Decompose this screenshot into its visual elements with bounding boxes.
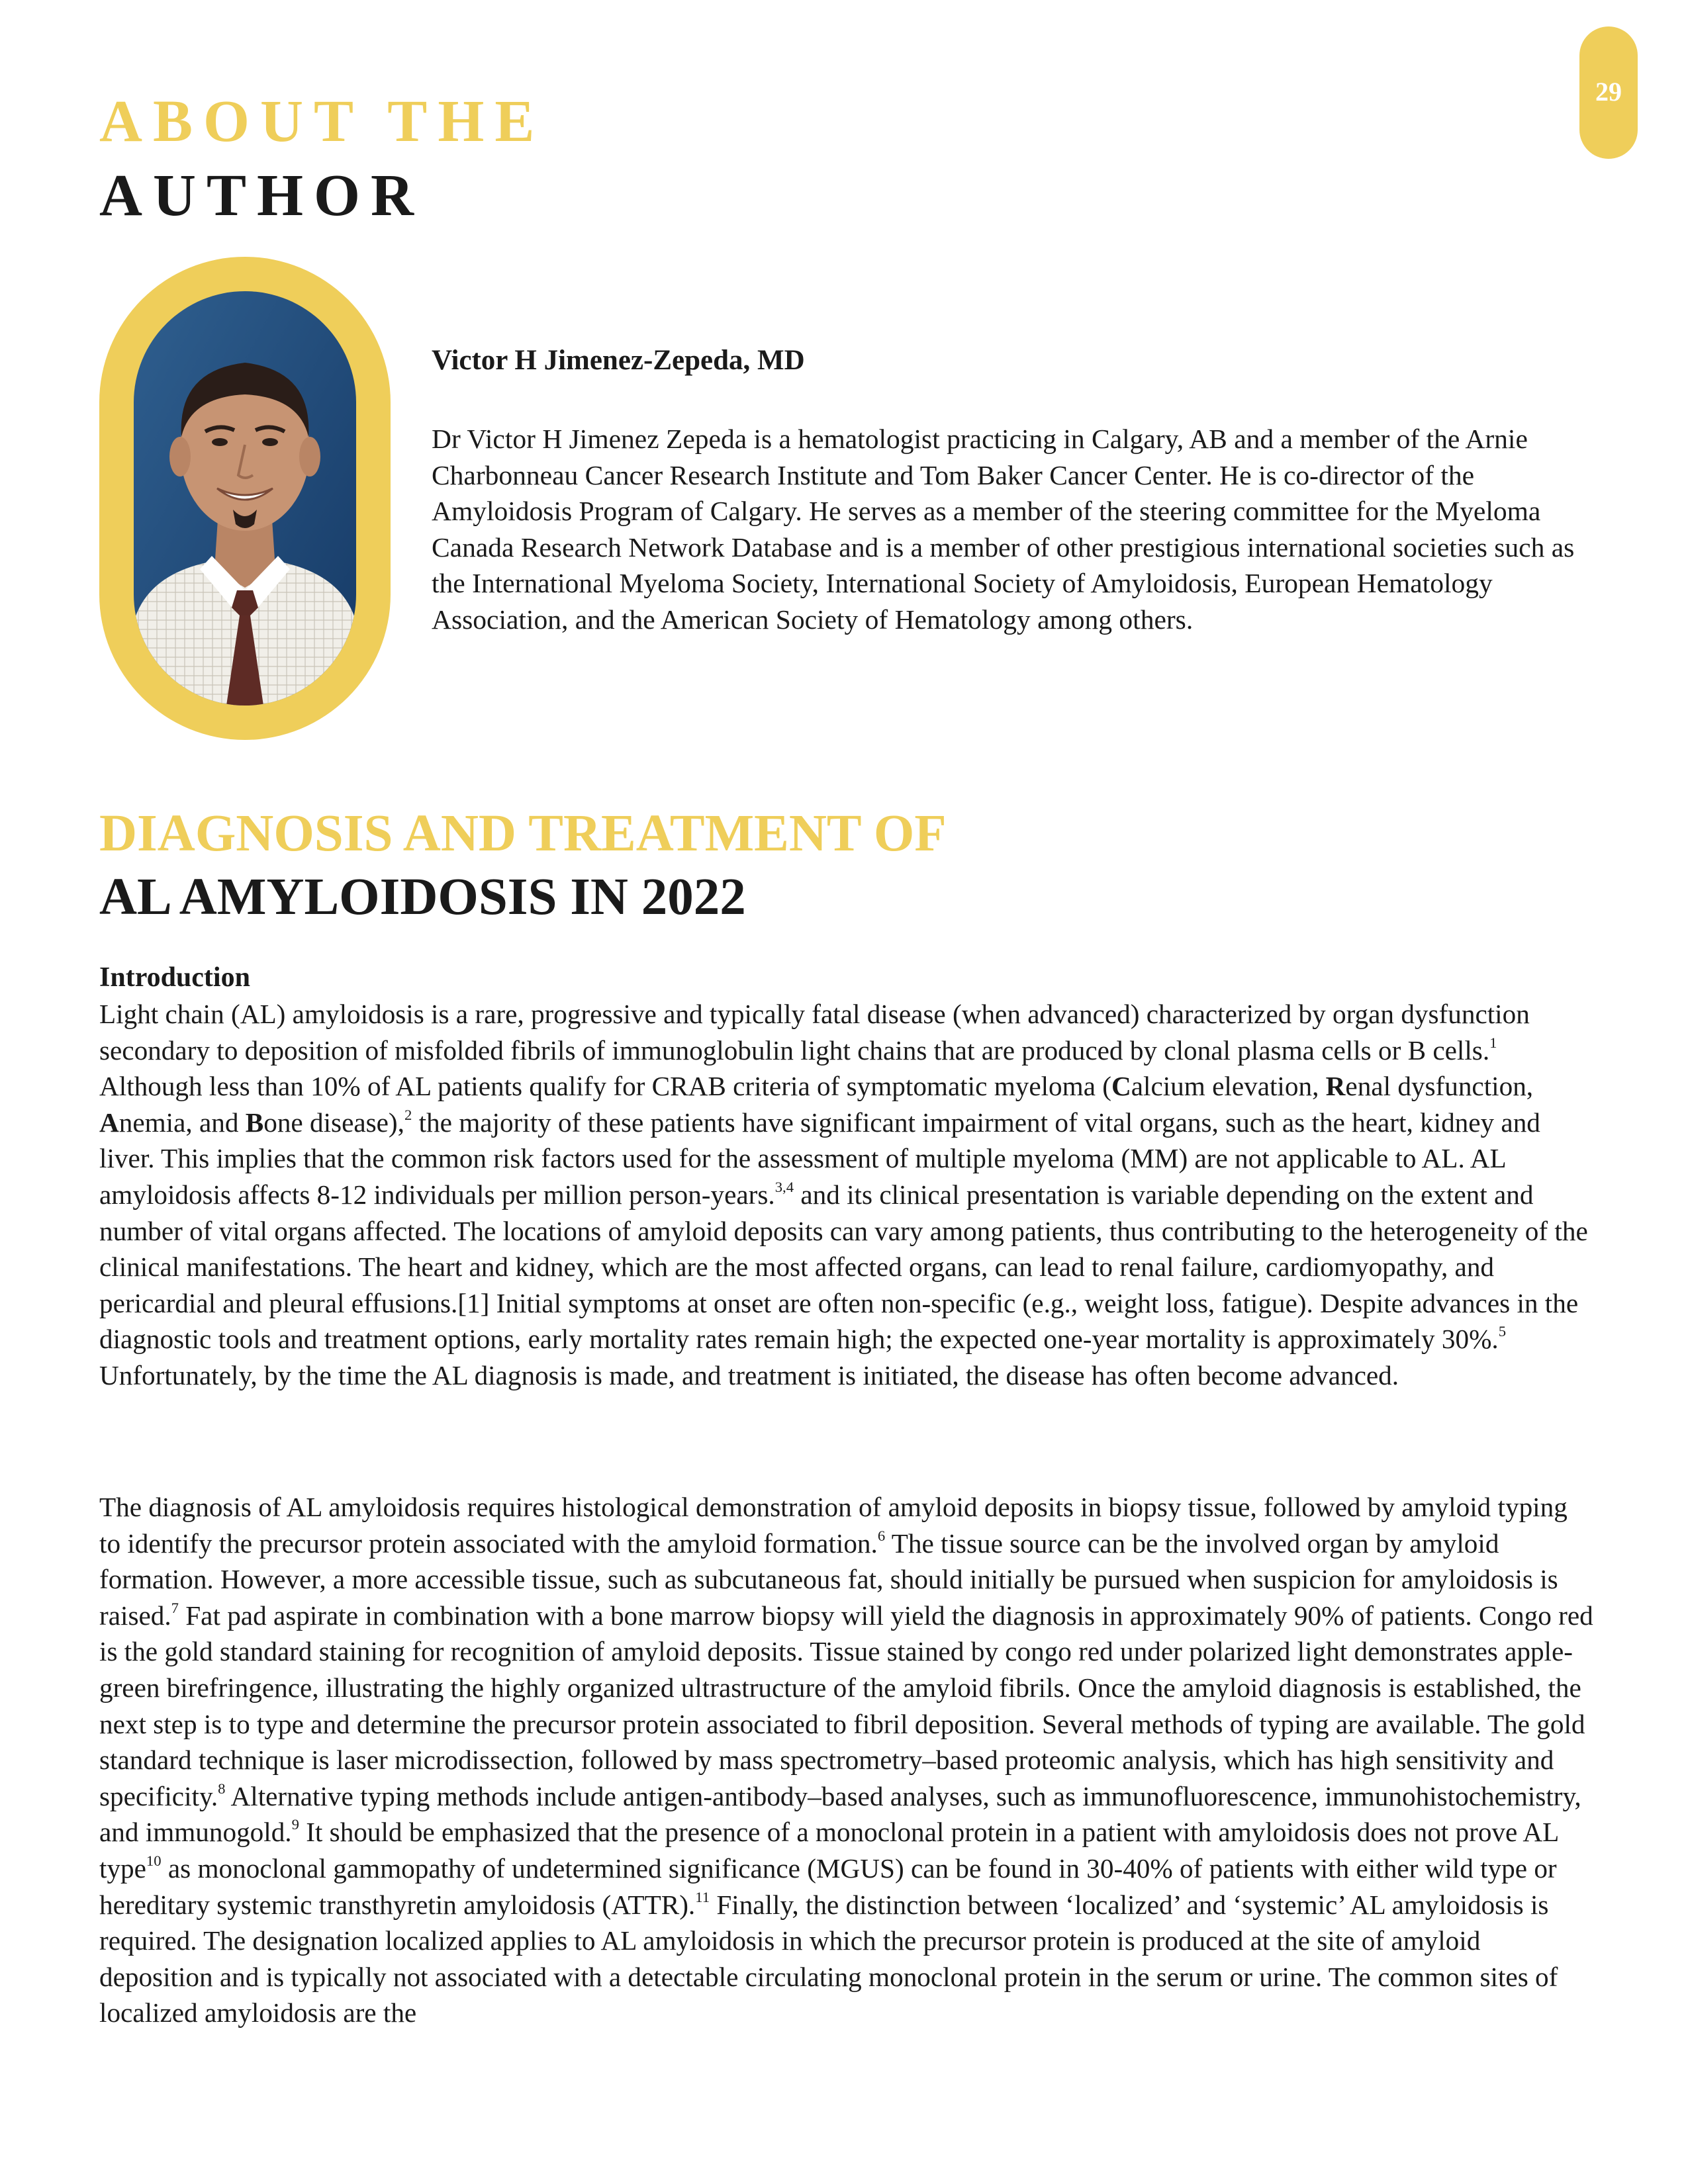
p2-text-c: Fat pad aspirate in combination with a bone marrow biopsy will yield the diagnosis in approximately 90% of patients. Congo red is the gold standard staining for recognition of amyloid deposits. Tissue stained by congo red under polarized light demonstrates apple-green birefringence, illustrating the highly organized ultrastructure of the amyloid fibrils. Once the amyloid diagnosis is established, the next step is to type and determine the precursor protein associated to fibril deposition. Several methods of typing are available. The gold standard technique is laser microdissection, followed by mass spectrometry–based proteomic analysis, which has high sensitivity and specificity. xyxy=(99,1600,1593,1811)
p1-text-b-rest: one disease), xyxy=(263,1107,404,1138)
citation: 10 xyxy=(146,1852,162,1869)
p2-text-f: as monoclonal gammopathy of undetermined significance (MGUS) can be found in 30-40% of patients with either wild type or hereditary systemic transthyretin amyloidosis (ATTR). xyxy=(99,1852,1557,1920)
p1-text-c: the majority of these patients have significant impairment of vital organs, such as the heart, kidney and liver. This implies that the common risk factors used for the assessment of multiple myeloma (MM) are not applicable to AL. AL amyloidosis affects 8-12 individuals per million person-years. xyxy=(99,1107,1540,1210)
citation: 11 xyxy=(695,1888,710,1905)
crab-letter-c: C xyxy=(1111,1071,1131,1102)
introduction-heading: Introduction xyxy=(99,962,250,993)
p1-text-c-rest: alcium elevation, xyxy=(1131,1071,1326,1102)
p2-text-a: The diagnosis of AL amyloidosis requires histological demonstration of amyloid deposits in biopsy tissue, followed by amyloid typing to identify the precursor protein associated with the amyloid formation. xyxy=(99,1492,1568,1559)
p2-text-b: The tissue source can be the involved organ by amyloid formation. However, a more accessible tissue, such as subcutaneous fat, should initially be pursued when suspicion for amyloidosis is raised. xyxy=(99,1527,1558,1631)
article-title-line2: AL AMYLOIDOSIS IN 2022 xyxy=(99,868,746,926)
author-portrait-frame xyxy=(99,257,391,740)
citation: 2 xyxy=(404,1106,412,1123)
p1-text-a: Light chain (AL) amyloidosis is a rare, progressive and typically fatal disease (when advanced) characterized by organ dysfunction secondary to deposition of misfolded fibrils of immunoglobulin light chains that are produced by clonal plasma cells or B cells. xyxy=(99,999,1530,1066)
citation: 3,4 xyxy=(774,1178,794,1195)
citation: 5 xyxy=(1498,1323,1507,1340)
p1-text-d: and its clinical presentation is variable depending on the extent and number of vital organs affected. The locations of amyloid deposits can vary among patients, thus contributing to the heterogeneity of the clinical manifestations. The heart and kidney, which are the most affected organs, can lead to renal failure, cardiomyopathy, and pericardial and pleural effusions.[1] Initial symptoms at onset are often non-specific (e.g., weight loss, fatigue). Despite advances in the diagnostic tools and treatment options, early mortality rates remain high; the expected one-year mortality is approximately 30%. xyxy=(99,1179,1588,1355)
p2-text-d: Alternative typing methods include antigen-antibody–based analyses, such as immunofluorescence, immunohistochemistry, and immunogold. xyxy=(99,1780,1581,1848)
crab-letter-a: A xyxy=(99,1107,119,1138)
page-number: 29 xyxy=(1595,77,1622,107)
author-name: Victor H Jimenez-Zepeda, MD xyxy=(432,345,805,376)
crab-letter-b: B xyxy=(245,1107,264,1138)
author-photo xyxy=(134,291,356,705)
citation: 7 xyxy=(171,1599,179,1616)
p1-text-r-rest: enal dysfunction, xyxy=(1345,1071,1534,1102)
p1-text-e: Unfortunately, by the time the AL diagnosis is made, and treatment is initiated, the disease has often become advanced. xyxy=(99,1359,1399,1390)
citation: 9 xyxy=(291,1816,299,1833)
about-heading-line1: ABOUT THE xyxy=(99,89,545,154)
p1-text-b: Although less than 10% of AL patients qualify for CRAB criteria of symptomatic myeloma ( xyxy=(99,1071,1111,1102)
citation: 6 xyxy=(877,1527,886,1544)
article-title xyxy=(99,802,947,929)
p2-text-g: Finally, the distinction between ‘localized’ and ‘systemic’ AL amyloidosis is required. The designation localized applies to AL amyloidosis in which the precursor protein is produced at the site of amyloid deposition and is typically not associated with a detectable circulating monoclonal protein in the serum or urine. The common sites of localized amyloidosis are the xyxy=(99,1889,1558,2028)
author-bio: Dr Victor H Jimenez Zepeda is a hematologist practicing in Calgary, AB and a member of the Arnie Charbonneau Cancer Research Institute and Tom Baker Cancer Center. He is co-director of the Amyloidosis Program of Calgary. He serves as a member of the steering committee for the Myeloma Canada Research Network Database and is a member of other prestigious international societies such as the International Myeloma Society, International Society of Amyloidosis, European Hematology Association, and the American Society of Hematology among others. xyxy=(432,424,1575,635)
about-the-author-heading xyxy=(99,85,545,233)
crab-letter-r: R xyxy=(1325,1071,1346,1102)
citation: 1 xyxy=(1489,1034,1497,1051)
page-number-badge xyxy=(1579,26,1638,159)
about-heading-line2: AUTHOR xyxy=(99,163,425,228)
p1-text-a-rest: nemia, and xyxy=(118,1107,246,1138)
introduction-paragraph-1 xyxy=(99,996,1595,1394)
p2-text-e: It should be emphasized that the presence of a monoclonal protein in a patient with amyloidosis does not prove AL type xyxy=(99,1817,1558,1884)
article-title-line1: DIAGNOSIS AND TREATMENT OF xyxy=(99,805,947,862)
introduction-paragraph-2 xyxy=(99,1489,1595,2031)
citation: 8 xyxy=(218,1780,226,1797)
